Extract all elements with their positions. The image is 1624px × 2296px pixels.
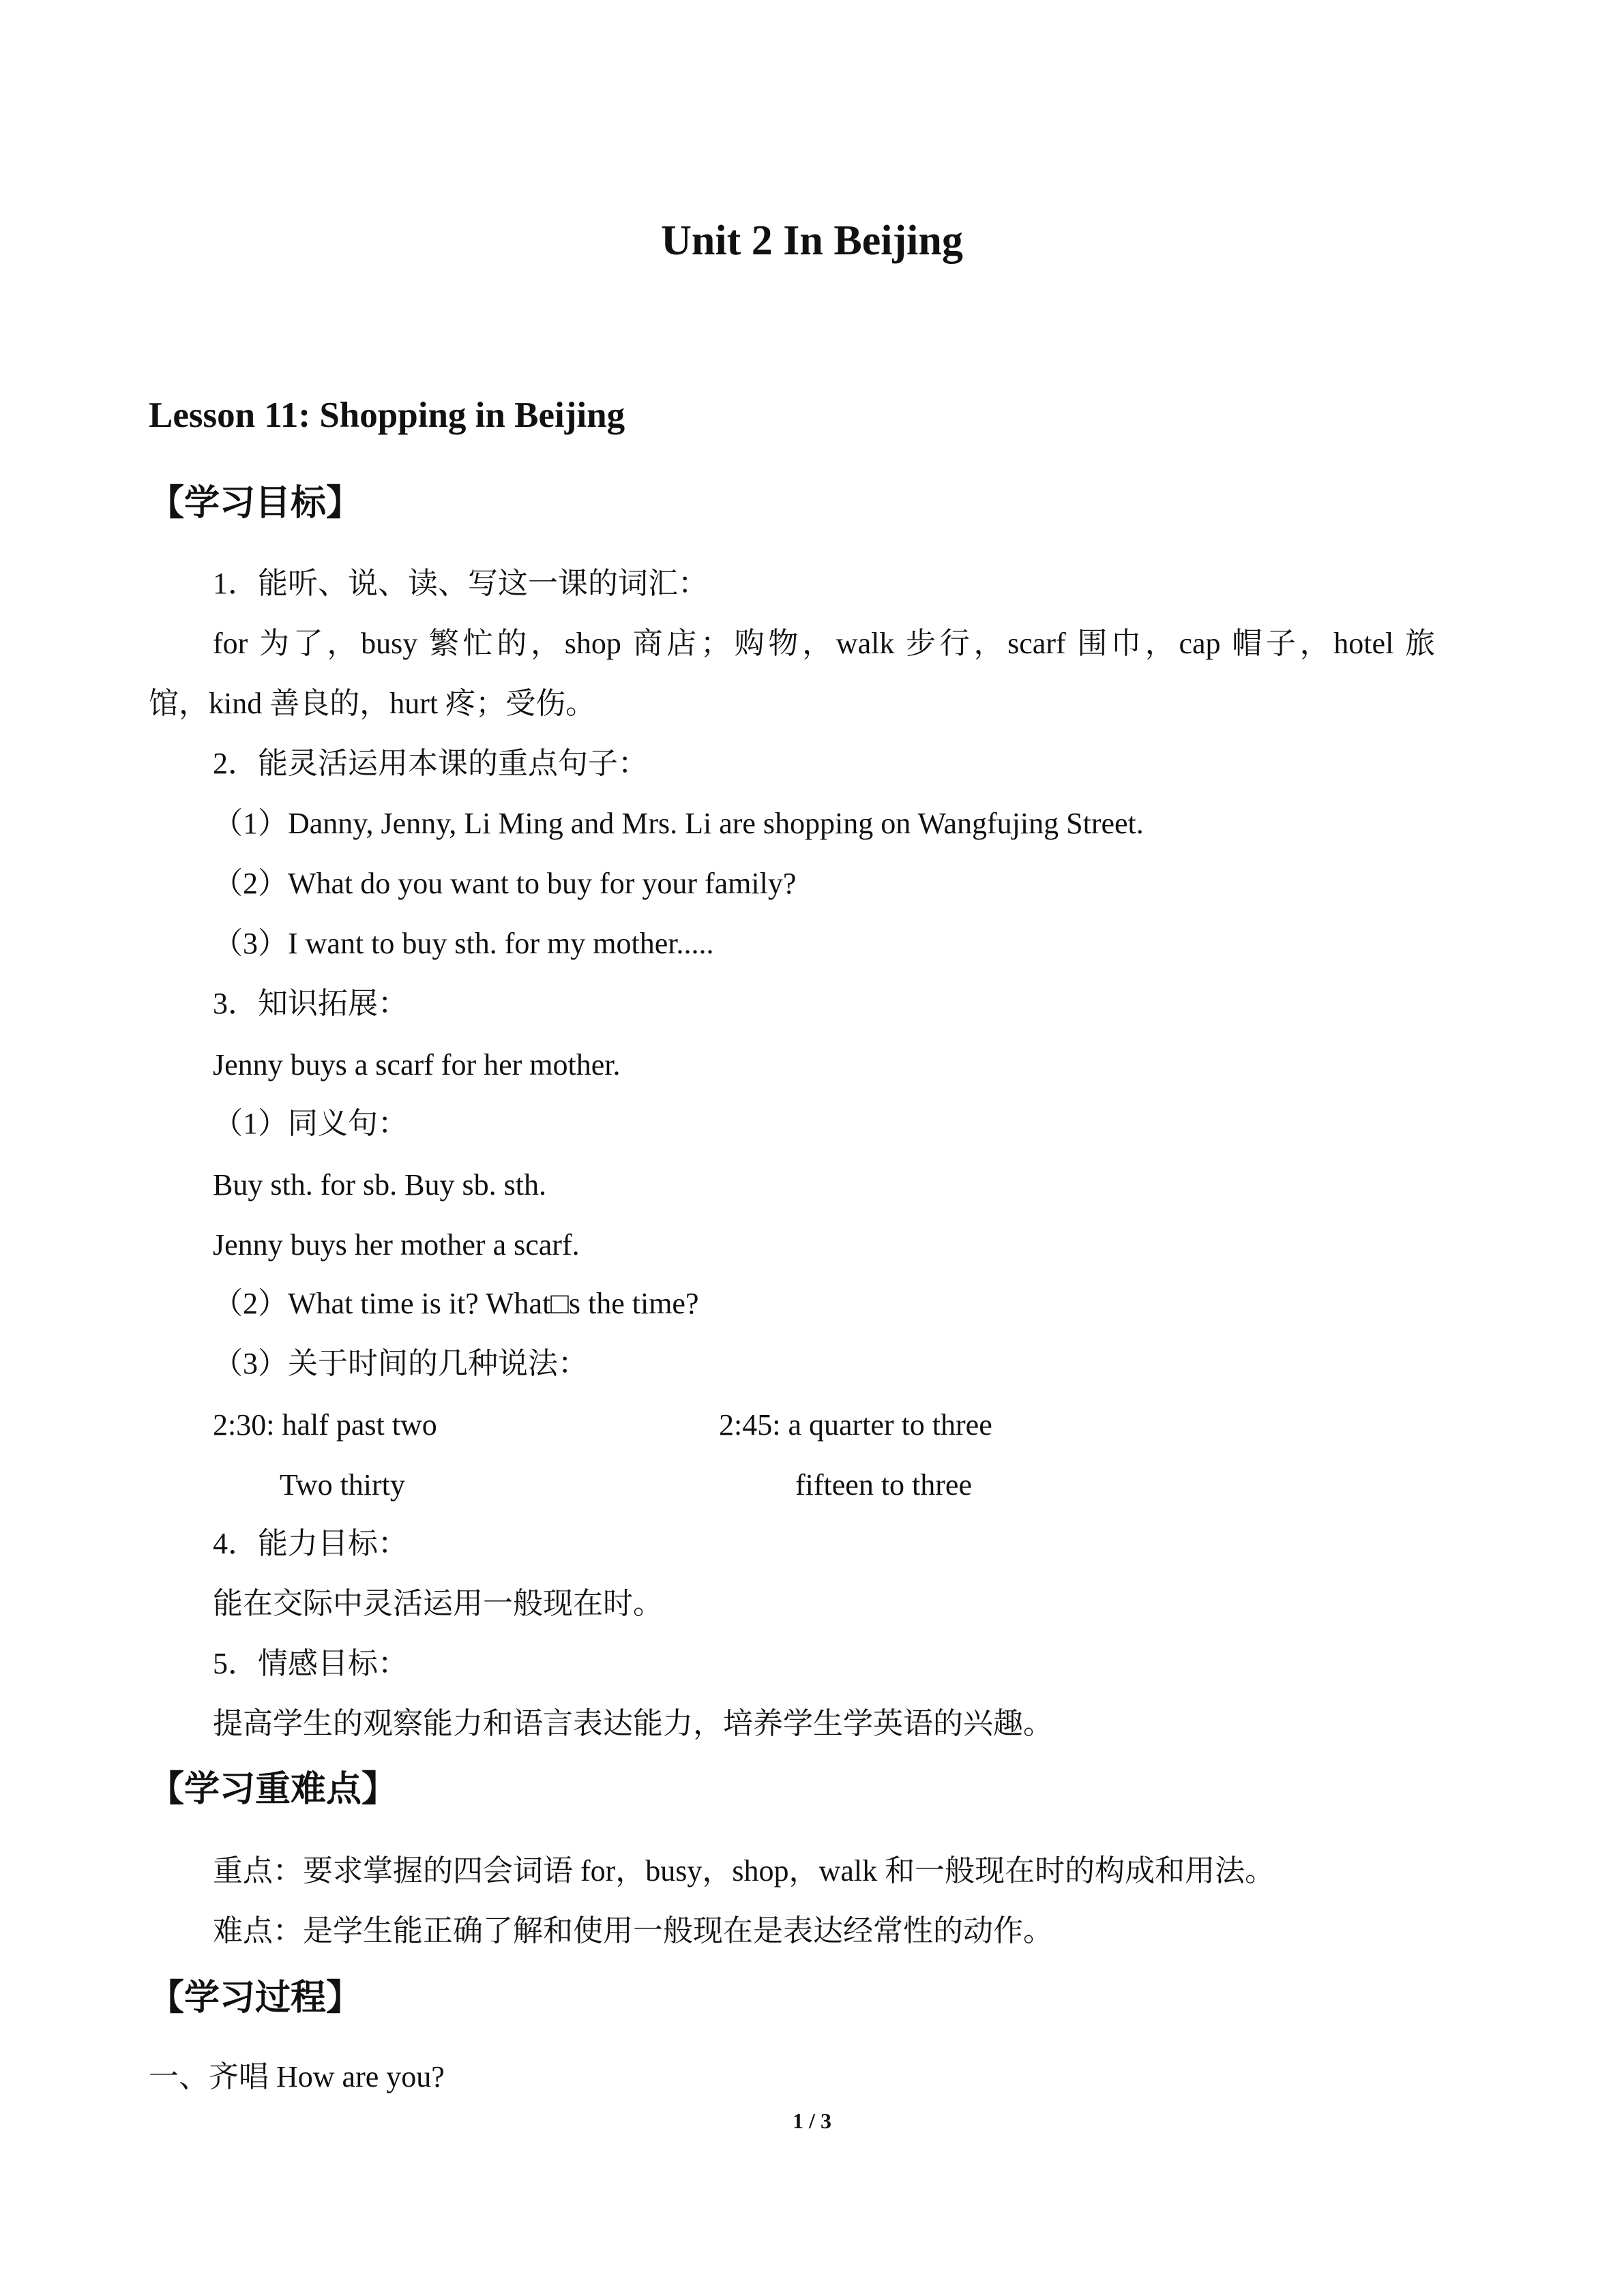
- vocab-line-1: for 为了，busy 繁忙的，shop 商店；购物，walk 步行，scarf 围巾，cap 帽子，hotel 旅: [213, 627, 1435, 660]
- pattern-example: Jenny buys her mother a scarf.: [213, 1228, 580, 1262]
- key-sentence-2: （2）What do you want to buy for your family?: [213, 867, 797, 900]
- lesson-title: Lesson 11: Shopping in Beijing: [149, 396, 625, 435]
- sentence-pattern: Buy sth. for sb. Buy sb. sth.: [213, 1168, 546, 1202]
- page-number: 1 / 3: [793, 2108, 831, 2133]
- objective-4-text: 能在交际中灵活运用一般现在时。: [213, 1587, 663, 1620]
- synonym-label: （1）同义句：: [213, 1107, 408, 1140]
- objective-5-text: 提高学生的观察能力和语言表达能力，培养学生学英语的兴趣。: [213, 1707, 1053, 1740]
- key-sentence-1: （1）Danny, Jenny, Li Ming and Mrs. Li are shopping on Wangfujing Street.: [213, 807, 1144, 840]
- objective-5-heading: 5．情感目标：: [213, 1647, 408, 1680]
- objectives-heading: 【学习目标】: [149, 483, 362, 524]
- process-step-1: 一、齐唱 How are you?: [149, 2060, 445, 2093]
- time-230-alt: Two thirty: [280, 1468, 405, 1502]
- document-title: Unit 2 In Beijing: [661, 218, 963, 264]
- key-sentence-3: （3）I want to buy sth. for my mother.....: [213, 927, 714, 960]
- vocab-line-2: 馆，kind 善良的，hurt 疼；受伤。: [149, 687, 596, 720]
- example-sentence: Jenny buys a scarf for her mother.: [213, 1048, 621, 1082]
- key-point-focus: 重点：要求掌握的四会词语 for，busy，shop，walk 和一般现在时的构成和用法。: [213, 1854, 1275, 1888]
- objective-1-heading: 1．能听、说、读、写这一课的词汇：: [213, 567, 708, 600]
- objective-2-heading: 2．能灵活运用本课的重点句子：: [213, 747, 648, 780]
- process-heading: 【学习过程】: [149, 1978, 362, 2018]
- key-point-difficulty: 难点：是学生能正确了解和使用一般现在是表达经常性的动作。: [213, 1914, 1053, 1948]
- time-245-alt: fifteen to three: [795, 1468, 972, 1502]
- key-points-heading: 【学习重难点】: [149, 1769, 398, 1810]
- objective-3-heading: 3．知识拓展：: [213, 987, 408, 1020]
- time-245: 2:45: a quarter to three: [719, 1408, 992, 1442]
- time-230: 2:30: half past two: [213, 1408, 437, 1442]
- objective-4-heading: 4．能力目标：: [213, 1527, 408, 1560]
- time-question: （2）What time is it? What□s the time?: [213, 1287, 699, 1320]
- time-expressions-label: （3）关于时间的几种说法：: [213, 1347, 588, 1380]
